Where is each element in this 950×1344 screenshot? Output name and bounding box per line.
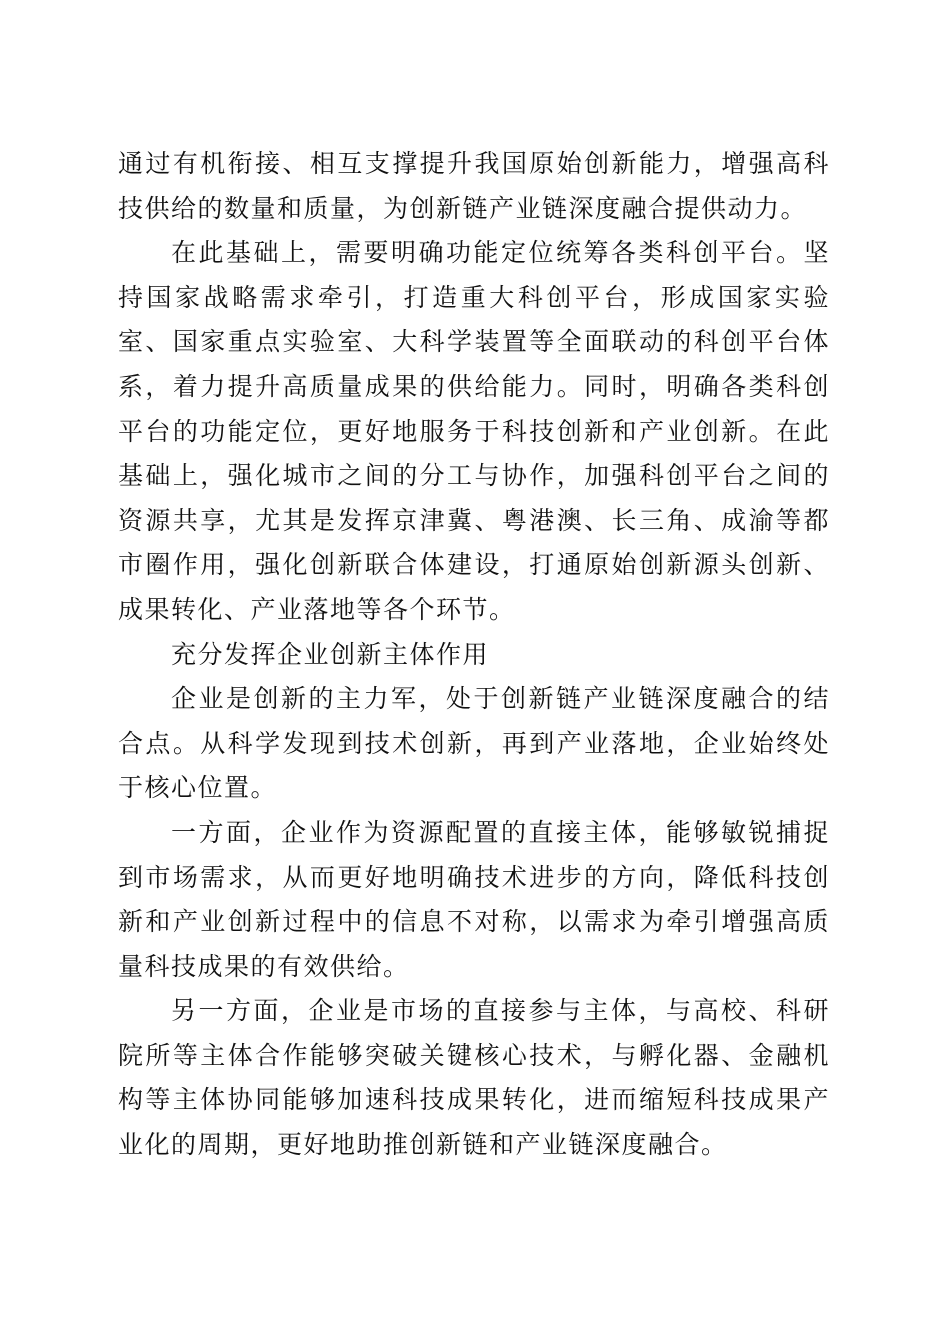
paragraph-second-aspect: 另一方面，企业是市场的直接参与主体，与高校、科研院所等主体合作能够突破关键核心技术，与孵化器、金融机构等主体协同能够加速科技成果转化，进而缩短科技成果产业化的周期，更好地助推创新链和产业链深度融合。 (118, 996, 830, 1160)
paragraph-platforms: 在此基础上，需要明确功能定位统筹各类科创平台。坚持国家战略需求牵引，打造重大科创平台，形成国家实验室、国家重点实验室、大科学装置等全面联动的科创平台体系，着力提升高质量成果的供给能力。同时，明确各类科创平台的功能定位，更好地服务于科技创新和产业创新。在此基础上，强化城市之间的分工与协作，加强科创平台之间的资源共享，尤其是发挥京津冀、粤港澳、长三角、成渝等都市圈作用，强化创新联合体建设，打通原始创新源头创新、成果转化、产业落地等各个环节。 (118, 238, 830, 624)
section-heading: 充分发挥企业创新主体作用 (171, 639, 490, 669)
paragraph-first-aspect: 一方面，企业作为资源配置的直接主体，能够敏锐捕捉到市场需求，从而更好地明确技术进步的方向，降低科技创新和产业创新过程中的信息不对称，以需求为牵引增强高质量科技成果的有效供给。 (118, 817, 830, 981)
paragraph-enterprise-role: 企业是创新的主力军，处于创新链产业链深度融合的结合点。从科学发现到技术创新，再到产业落地，企业始终处于核心位置。 (118, 684, 830, 803)
paragraph-continuation: 通过有机衔接、相互支撑提升我国原始创新能力，增强高科技供给的数量和质量，为创新链产业链深度融合提供动力。 (118, 149, 830, 223)
document-body (118, 142, 830, 1168)
